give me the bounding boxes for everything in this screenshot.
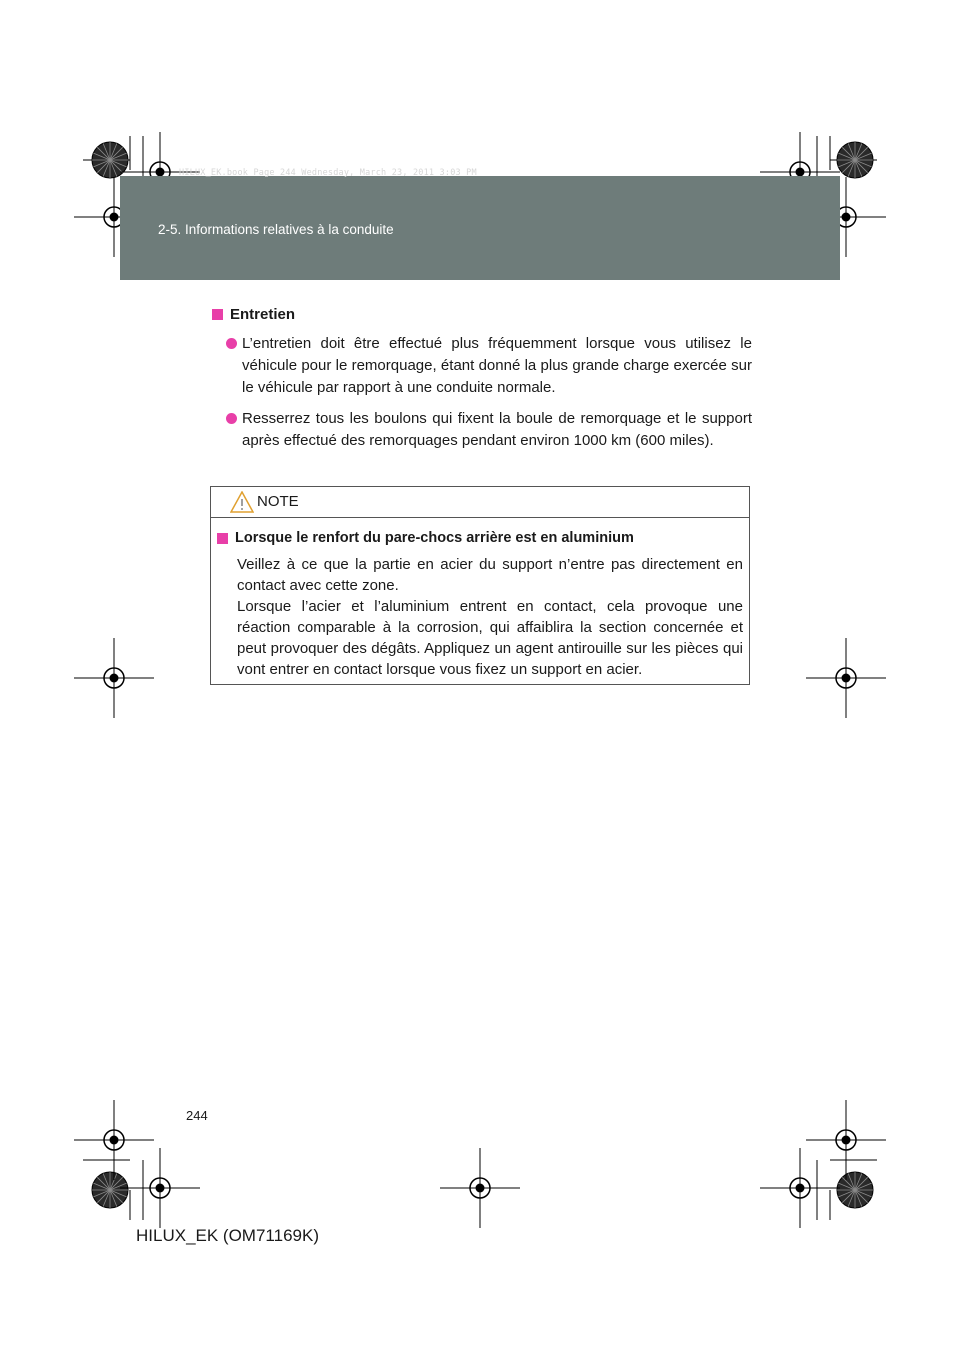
note-heading-text: Lorsque le renfort du pare-chocs arrière est en aluminium <box>235 530 634 546</box>
list-item-text: L’entretien doit être effectué plus fréquemment lorsque vous utilisez le véhicule pour le remorquage, étant donné la plus grande charge exercée sur le véhicule par rapport à une conduite normale. <box>242 335 752 396</box>
page-number: 244 <box>186 1108 208 1123</box>
book-stamp: HILUX_EK.book Page 244 Wednesday, March 23, 2011 3:03 PM <box>179 168 477 178</box>
section-title: 2-5. Informations relatives à la conduite <box>158 222 394 237</box>
round-bullet-icon <box>226 338 237 349</box>
list-item <box>212 333 752 399</box>
note-header <box>211 487 749 518</box>
document-code: HILUX_EK (OM71169K) <box>136 1226 319 1245</box>
note-paragraph: Veillez à ce que la partie en acier du support n’entre pas directement en contact avec cette zone. <box>237 556 743 594</box>
main-content <box>212 306 752 461</box>
square-bullet-icon <box>217 533 228 544</box>
warning-triangle-icon <box>230 491 254 513</box>
round-bullet-icon <box>226 413 237 424</box>
note-heading <box>217 530 743 546</box>
list-item <box>212 408 752 452</box>
note-box <box>210 486 750 685</box>
note-body <box>211 518 749 680</box>
square-bullet-icon <box>212 309 223 320</box>
note-label: NOTE <box>257 493 299 510</box>
note-paragraph: Lorsque l’acier et l’aluminium entrent en contact, cela provoque une réaction comparable à la corrosion, qui affaiblira la section concernée et peut provoquer des dégâts. Appliquez un agent antirouille sur les pièces qui vont entrer en contact lorsque vous fixez un support en acier. <box>237 598 743 678</box>
section-heading-text: Entretien <box>230 306 296 323</box>
list-item-text: Resserrez tous les boulons qui fixent la boule de remorquage et le support après effectué des remorquages pendant environ 1000 km (600 miles). <box>242 410 752 449</box>
section-heading <box>212 306 752 323</box>
